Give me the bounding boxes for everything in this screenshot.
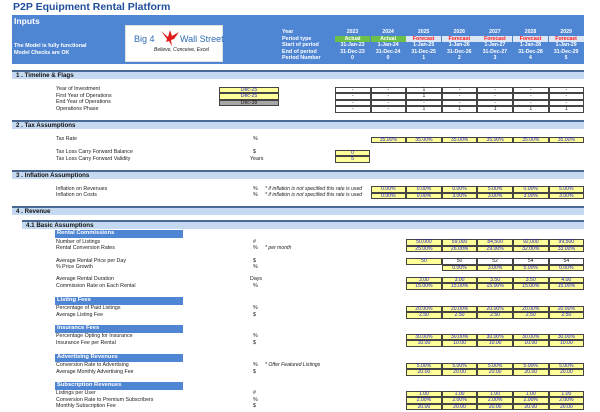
inflation-revenues-unit: %	[253, 185, 258, 192]
subscription-fee-input[interactable]: 20.00	[406, 404, 442, 411]
avg-rental-price-unit: $	[253, 257, 256, 264]
premium-conversion-rate-input[interactable]: 2.00%	[406, 397, 442, 404]
flag-cell: -	[371, 100, 407, 107]
avg-rental-price-input: 54	[513, 258, 549, 265]
advertising-conversion-rate-label: Conversion Rate to Advertising	[56, 362, 129, 368]
premium-conversion-rate-input[interactable]: 2.00%	[513, 397, 549, 404]
listings-per-user-input[interactable]: 1.00	[442, 391, 478, 398]
period-end-date: 31-Dec-25	[411, 48, 436, 55]
first-year-operations-input[interactable]: Dec-25	[219, 93, 279, 100]
subscription-revenues-header: Subscription Revenues	[55, 382, 183, 390]
flag-cell: 1	[406, 87, 442, 94]
inflation-costs-input[interactable]: 0.00%	[406, 193, 442, 200]
price-growth-input[interactable]: 5.00%	[513, 265, 549, 272]
year-header: 2024	[382, 29, 394, 35]
section-title: 1 . Timeline & Flags	[16, 72, 74, 79]
section-inflation	[12, 170, 584, 179]
flag-cell: -	[477, 87, 513, 94]
inflation-revenues-input[interactable]: 0.00%	[371, 186, 407, 193]
flag-cell: -	[513, 100, 549, 107]
premium-conversion-rate-input[interactable]: 2.00%	[477, 397, 513, 404]
listings-per-user-label: Listings per User	[56, 390, 96, 396]
paid-listings-pct-unit: %	[253, 305, 258, 311]
flag-cell: -	[335, 93, 371, 100]
period-end-date: 31-Dec-27	[482, 48, 508, 55]
avg-rental-price-input: 52	[477, 258, 513, 265]
advertising-fee-unit: $	[253, 368, 256, 375]
flag-cell: -	[513, 87, 549, 94]
advertising-conversion-rate-input[interactable]: 5.00%	[406, 363, 442, 370]
period-type-badge: Forecast	[513, 36, 548, 43]
model-status: The Model is fully functional	[14, 43, 87, 49]
advertising-fee-label: Average Monthly Advertising Fee	[56, 368, 134, 375]
rental-commissions-header: Rental Commissions	[55, 230, 183, 238]
flag-cell: -	[442, 100, 478, 107]
period-end-date: 31-Dec-29	[553, 48, 579, 55]
year-header: 2027	[489, 29, 501, 35]
inflation-costs-input[interactable]: 0.00%	[371, 193, 407, 200]
insurance-opting-pct-unit: %	[253, 333, 258, 339]
period-end-date: 31-Dec-28	[518, 48, 543, 55]
premium-conversion-rate-input[interactable]: 2.00%	[549, 397, 585, 404]
avg-rental-duration-label: Average Rental Duration	[56, 276, 114, 282]
section-title: 2 . Tax Assumptions	[16, 122, 76, 129]
year-of-investment-input[interactable]: Dec-25	[219, 87, 279, 94]
period-number: 4	[529, 55, 532, 62]
flag-cell: 1	[406, 93, 442, 100]
logo	[125, 25, 223, 62]
inflation-revenues-input[interactable]: 5.00%	[549, 186, 585, 193]
rental-conversion-rate-note: * per month	[265, 245, 292, 251]
year-of-investment-label: Year of Investment	[56, 86, 100, 92]
advertising-fee-input[interactable]: 20.00	[442, 369, 478, 376]
insurance-opting-pct-input[interactable]: 30.00%	[513, 334, 549, 341]
first-year-operations-label: First Year of Operations	[56, 92, 112, 99]
period-number-label: Period Number	[282, 55, 321, 62]
premium-conversion-rate-input[interactable]: 2.00%	[442, 397, 478, 404]
tax-rate-input[interactable]: 35.00%	[371, 137, 407, 144]
year-header: 2028	[524, 29, 537, 35]
section-title: 4 . Revenue	[16, 208, 51, 215]
inflation-costs-input[interactable]: 3.00%	[549, 193, 585, 200]
period-start-date: 1-Jan-25	[413, 42, 435, 49]
insurance-opting-pct-input[interactable]: 30.00%	[406, 334, 442, 341]
inflation-costs-label: Inflation on Costs	[56, 192, 97, 198]
logo-tagline: Believe, Conceive, Excel	[154, 47, 210, 53]
price-growth-input[interactable]: 3.00%	[477, 265, 513, 272]
year-header: 2029	[560, 29, 572, 35]
avg-rental-duration-input[interactable]: 3.00	[442, 277, 478, 284]
avg-listing-fee-unit: $	[253, 311, 256, 318]
flag-cell: -	[371, 93, 407, 100]
avg-rental-duration-input[interactable]: 3.00	[406, 277, 442, 284]
listings-per-user-input[interactable]: 1.00	[549, 391, 585, 398]
period-end-date: 31-Dec-26	[447, 48, 472, 55]
operations-phase-label: Operations Phase	[56, 105, 99, 112]
section-revenue	[12, 206, 584, 215]
tax-loss-balance-label: Tax Loss Carry Forward Balance	[56, 149, 133, 155]
tax-rate-input[interactable]: 35.00%	[513, 137, 549, 144]
paid-listings-pct-input[interactable]: 20.00%	[442, 306, 478, 313]
subscription-fee-unit: $	[253, 403, 256, 409]
subsection-title: 4.1 Basic Assumptions	[26, 222, 94, 229]
insurance-opting-pct-label: Percentage Opting for Insurance	[56, 333, 133, 339]
rental-conversion-rate-input[interactable]: 29.00%	[477, 246, 513, 253]
tax-loss-validity-input[interactable]: 5	[335, 156, 370, 163]
listings-per-user-input[interactable]: 1.00	[406, 391, 442, 398]
listings-per-user-unit: #	[253, 390, 256, 396]
start-period-label: Start of period	[282, 42, 319, 49]
flag-cell: -	[335, 100, 371, 107]
rental-conversion-rate-label: Rental Conversion Rates	[56, 245, 115, 251]
period-type-badge: Forecast	[549, 36, 584, 43]
period-start-date: 1-Jan-29	[555, 42, 577, 49]
period-start-date: 1-Jan-24	[377, 42, 399, 49]
paid-listings-pct-input[interactable]: 20.00%	[477, 306, 513, 313]
period-start-date: 1-Jan-28	[519, 42, 542, 49]
listing-fees-header: Listing Fees	[55, 297, 183, 305]
year-header: 2026	[453, 29, 466, 35]
inflation-costs-input[interactable]: 3.00%	[513, 193, 549, 200]
flag-cell: -	[549, 93, 585, 100]
insurance-fee-input[interactable]: 10.00	[442, 340, 478, 347]
avg-rental-price-input[interactable]: 50	[406, 258, 442, 265]
tax-loss-validity-unit: Years	[250, 155, 264, 162]
sheet-title: Inputs	[14, 16, 40, 26]
number-of-listings-unit: #	[253, 238, 256, 245]
tax-rate-input[interactable]: 35.00%	[442, 137, 478, 144]
inflation-revenues-label: Inflation on Revenues	[56, 185, 108, 192]
advertising-conversion-rate-unit: %	[253, 362, 258, 368]
inflation-revenues-input[interactable]: 5.00%	[477, 186, 513, 193]
insurance-opting-pct-input[interactable]: 30.00%	[442, 334, 478, 341]
number-of-listings-input[interactable]: 50,000	[406, 239, 442, 246]
period-start-date: 1-Jan-27	[484, 42, 506, 49]
avg-rental-price-input: 54	[549, 258, 585, 265]
subscription-fee-input[interactable]: 20.00	[513, 404, 549, 411]
premium-conversion-rate-unit: %	[253, 396, 258, 403]
inflation-costs-unit: %	[253, 192, 258, 198]
section-timeline	[12, 70, 584, 79]
tax-rate-label: Tax Rate	[56, 136, 77, 142]
price-growth-label: % Price Growth	[56, 264, 93, 270]
flag-cell: -	[335, 106, 371, 113]
period-number: 5	[564, 55, 568, 62]
listings-per-user-input[interactable]: 1.00	[477, 391, 513, 398]
period-number: 1	[422, 55, 426, 62]
section-title: 3 . Inflation Assumptions	[16, 172, 90, 179]
subscription-fee-input[interactable]: 20.00	[442, 404, 478, 411]
flag-cell: -	[477, 93, 513, 100]
insurance-fee-input[interactable]: 10.00	[549, 340, 585, 347]
period-start-date: 1-Jan-26	[448, 42, 470, 49]
advertising-conversion-rate-input[interactable]: 5.00%	[549, 363, 585, 370]
tax-rate-input[interactable]: 35.00%	[549, 137, 585, 144]
paid-listings-pct-input[interactable]: 20.00%	[513, 306, 549, 313]
price-growth-unit: %	[253, 264, 258, 270]
inflation-costs-note: * if inflation is not specified this rate is used	[265, 192, 363, 198]
avg-rental-duration-input[interactable]: 4.00	[549, 277, 585, 284]
section-tax	[12, 120, 584, 129]
avg-listing-fee-input[interactable]: 2.50	[513, 312, 549, 319]
flag-cell: -	[442, 93, 478, 100]
rental-conversion-rate-input[interactable]: 32.00%	[513, 246, 549, 253]
period-type-badge: Actual	[371, 36, 406, 43]
commission-rate-input[interactable]: 15.00%	[477, 283, 513, 290]
commission-rate-input[interactable]: 15.00%	[442, 283, 478, 290]
subscription-fee-input[interactable]: 20.00	[477, 404, 513, 411]
commission-rate-input[interactable]: 15.00%	[549, 283, 585, 290]
paid-listings-pct-label: Percentage of Paid Listings	[56, 305, 121, 311]
model-checks-status: Model Checks are OK	[14, 50, 70, 56]
flag-cell: -	[549, 100, 585, 107]
advertising-conversion-rate-input[interactable]: 5.00%	[513, 363, 549, 370]
commission-rate-unit: %	[253, 282, 258, 289]
insurance-fee-input[interactable]: 10.00	[406, 340, 442, 347]
flag-cell: 1	[477, 106, 513, 113]
rental-conversion-rate-input[interactable]: 25.00%	[406, 246, 442, 253]
avg-rental-price-input: 50	[442, 258, 478, 265]
period-type-badge: Actual	[335, 36, 370, 43]
insurance-fee-input[interactable]: 10.00	[513, 340, 549, 347]
insurance-fees-header: Insurance Fees	[55, 325, 183, 333]
insurance-fee-label: Insurance Fee per Rental	[56, 339, 116, 346]
flag-cell: 1	[549, 106, 585, 113]
flag-cell: -	[371, 106, 407, 113]
avg-listing-fee-label: Average Listing Fee	[56, 311, 104, 318]
premium-conversion-rate-label: Conversion Rate to Premium Subscribers	[56, 396, 154, 403]
tax-rate-input[interactable]: 35.00%	[406, 137, 442, 144]
subscription-fee-input[interactable]: 20.00	[549, 404, 585, 411]
period-type-badge: Forecast	[442, 36, 477, 43]
inflation-revenues-input[interactable]: 0.00%	[513, 186, 549, 193]
price-growth-input[interactable]: 0.00%	[442, 265, 478, 272]
inflation-revenues-input[interactable]: 0.00%	[442, 186, 478, 193]
tax-loss-balance-unit: $	[253, 149, 256, 155]
listings-per-user-input[interactable]: 1.00	[513, 391, 549, 398]
advertising-fee-input[interactable]: 20.00	[477, 369, 513, 376]
avg-listing-fee-input[interactable]: 2.50	[477, 312, 513, 319]
subsection-basic-assumptions	[22, 220, 584, 229]
period-number: 0	[386, 55, 390, 62]
end-period-label: End of period	[282, 48, 317, 55]
number-of-listings-input[interactable]: 92,000	[513, 239, 549, 246]
period-end-date: 31-Dec-23	[340, 48, 365, 55]
paid-listings-pct-input[interactable]: 20.00%	[549, 306, 585, 313]
subscription-fee-label: Monthly Subscription Fee	[56, 403, 116, 409]
inflation-costs-input[interactable]: 3.00%	[477, 193, 513, 200]
advertising-conversion-rate-note: * Offer Featured Listings	[265, 362, 321, 368]
end-year-operations-label: End Year of Operations	[56, 99, 111, 106]
number-of-listings-label: Number of Listings	[56, 238, 101, 245]
logo-left-text: Big 4	[134, 34, 155, 44]
number-of-listings-input[interactable]: 84,500	[477, 239, 513, 246]
avg-rental-price-label: Average Rental Price per Day	[56, 257, 126, 264]
flag-cell: -	[442, 87, 478, 94]
year-header: 2025	[417, 29, 430, 35]
advertising-revenues-header: Advertising Revenues	[55, 354, 183, 362]
insurance-opting-pct-input[interactable]: 30.00%	[477, 334, 513, 341]
commission-rate-input[interactable]: 15.00%	[406, 283, 442, 290]
avg-rental-duration-input[interactable]: 3.50	[513, 277, 549, 284]
period-number: 2	[457, 55, 461, 62]
flag-cell: 1	[406, 106, 442, 113]
commission-rate-label: Commission Rate on Each Rental	[56, 282, 136, 289]
rental-conversion-rate-input[interactable]: 33.00%	[549, 246, 585, 253]
commission-rate-input[interactable]: 15.00%	[513, 283, 549, 290]
inflation-revenues-note: * if inflation is not specified this rate is used	[265, 185, 363, 192]
year-header: 2023	[346, 29, 359, 35]
number-of-listings-input[interactable]: 59,000	[442, 239, 478, 246]
tax-loss-balance-input[interactable]: 0	[335, 150, 370, 157]
flag-cell: -	[406, 100, 442, 107]
year-label: Year	[282, 29, 294, 35]
flag-cell: -	[513, 93, 549, 100]
period-number: 0	[351, 55, 354, 62]
number-of-listings-input[interactable]: 99,500	[549, 239, 585, 246]
tax-rate-unit: %	[253, 136, 258, 142]
avg-listing-fee-input[interactable]: 2.50	[442, 312, 478, 319]
avg-rental-duration-input[interactable]: 3.50	[477, 277, 513, 284]
flag-cell: -	[335, 87, 371, 94]
inflation-costs-input[interactable]: 3.00%	[442, 193, 478, 200]
inflation-revenues-input[interactable]: 0.00%	[406, 186, 442, 193]
flag-cell: 1	[513, 106, 549, 113]
insurance-fee-input[interactable]: 10.00	[477, 340, 513, 347]
price-growth-input[interactable]: 0.00%	[549, 265, 585, 272]
period-end-date: 31-Dec-24	[375, 48, 401, 55]
advertising-fee-input[interactable]: 20.00	[406, 369, 442, 376]
advertising-fee-input[interactable]: 20.00	[513, 369, 549, 376]
avg-listing-fee-input[interactable]: 2.50	[549, 312, 585, 319]
tax-rate-input[interactable]: 35.00%	[477, 137, 513, 144]
app-title: P2P Equipment Rental Platform	[13, 1, 171, 13]
eagle-icon	[159, 28, 181, 48]
rental-conversion-rate-input[interactable]: 26.00%	[442, 246, 478, 253]
period-start-date: 31-Jan-23	[340, 42, 365, 49]
advertising-fee-input[interactable]: 20.00	[549, 369, 585, 376]
end-year-operations-value: Dec-38	[219, 100, 279, 107]
period-type-label: Period type	[282, 35, 312, 42]
tax-loss-validity-label: Tax Loss Carry Forward Validity	[56, 155, 131, 162]
paid-listings-pct-input[interactable]: 20.00%	[406, 306, 442, 313]
avg-rental-duration-unit: Days	[250, 276, 263, 282]
period-number: 3	[493, 55, 497, 62]
flag-cell: -	[477, 100, 513, 107]
period-type-badge: Forecast	[406, 36, 441, 43]
logo-right-text: Wall Street	[180, 34, 224, 44]
period-type-badge: Forecast	[477, 36, 512, 43]
flag-cell: 1	[442, 106, 478, 113]
advertising-conversion-rate-input[interactable]: 5.00%	[442, 363, 478, 370]
flag-cell: -	[549, 87, 585, 94]
advertising-conversion-rate-input[interactable]: 5.00%	[477, 363, 513, 370]
rental-conversion-rate-unit: %	[253, 245, 258, 251]
avg-listing-fee-input[interactable]: 2.50	[406, 312, 442, 319]
flag-cell: -	[371, 87, 407, 94]
insurance-fee-unit: $	[253, 339, 256, 346]
insurance-opting-pct-input[interactable]: 30.00%	[549, 334, 585, 341]
